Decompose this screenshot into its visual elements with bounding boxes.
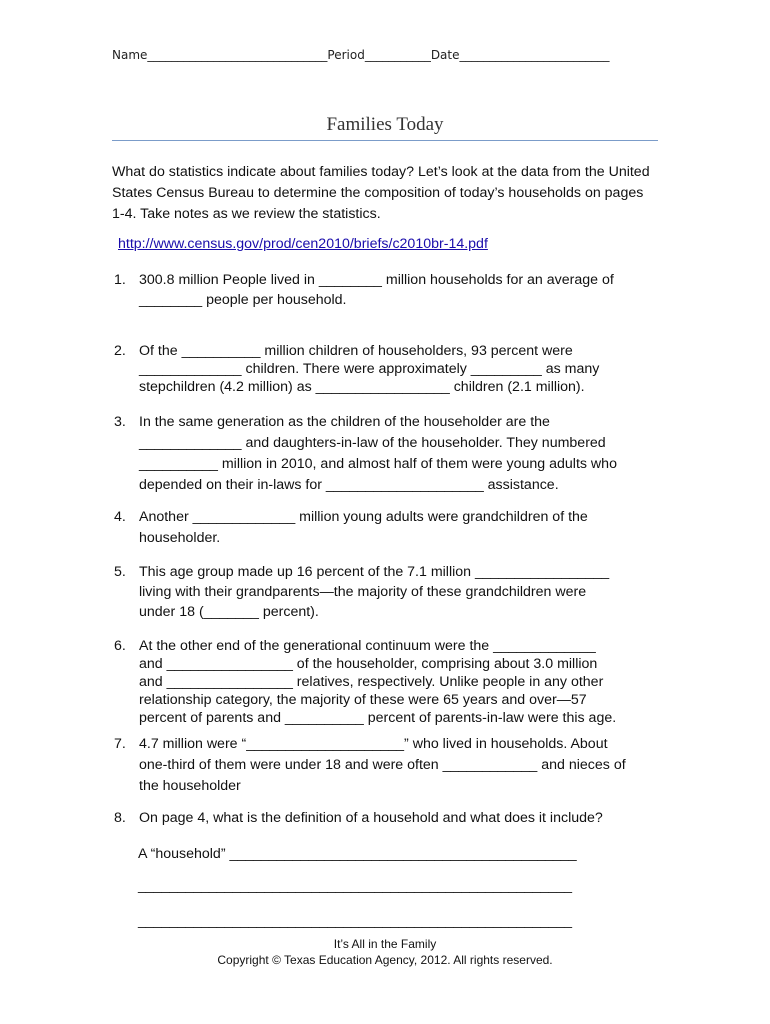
question-number: 1. (114, 272, 126, 288)
title-divider (112, 140, 658, 141)
question-number: 2. (114, 343, 126, 359)
question-line: This age group made up 16 percent of the 7.1 million _________________ (139, 564, 610, 580)
question-number: 4. (114, 509, 126, 525)
question-line: householder. (139, 530, 221, 546)
question-line: 4.7 million were “____________________” who lived in households. About (139, 736, 608, 752)
question-number: 5. (114, 564, 126, 580)
question-line: and ________________ relatives, respectively. Unlike people in any other (139, 674, 604, 690)
question-number: 6. (114, 638, 126, 654)
question-line: and ________________ of the householder, comprising about 3.0 million (139, 656, 598, 672)
question-line: ________ people per household. (139, 292, 347, 308)
question-line: Of the __________ million children of householders, 93 percent were (139, 343, 573, 359)
answer-line[interactable]: _______________________________________________________ (138, 878, 572, 894)
question-line: In the same generation as the children of the householder are the (139, 414, 550, 430)
census-link[interactable]: http://www.census.gov/prod/cen2010/briefs/c2010br-14.pdf (118, 236, 488, 252)
question-line: relationship category, the majority of these were 65 years and over—57 (139, 692, 587, 708)
question-line: Another _____________ million young adults were grandchildren of the (139, 509, 588, 525)
question-number: 7. (114, 736, 126, 752)
question-line: 300.8 million People lived in ________ million households for an average of (139, 272, 614, 288)
footer-copyright: Copyright © Texas Education Agency, 2012. All rights reserved. (217, 953, 553, 967)
footer-title: It’s All in the Family (333, 937, 437, 951)
question-line: _____________ children. There were approximately _________ as many (139, 361, 600, 377)
question-line: stepchildren (4.2 million) as _________________ children (2.1 million). (139, 379, 585, 395)
question-line: living with their grandparents—the majority of these grandchildren were (139, 584, 587, 600)
question-line: percent of parents and __________ percent of parents-in-law were this age. (139, 710, 617, 726)
question-line: At the other end of the generational continuum were the _____________ (139, 638, 596, 654)
question-line: depended on their in-laws for ____________________ assistance. (139, 477, 559, 493)
question-line: _____________ and daughters-in-law of the householder. They numbered (139, 435, 606, 451)
question-line: On page 4, what is the definition of a household and what does it include? (139, 810, 603, 826)
question-line: under 18 (_______ percent). (139, 604, 319, 620)
intro-paragraph: What do statistics indicate about families today? Let’s look at the data from the United States Census Bureau to determine the composition of today’s households on pages 1-4. Take notes as we review the statistics. (112, 164, 650, 222)
question-line: the householder (139, 778, 241, 794)
answer-line[interactable]: _______________________________________________________ (138, 913, 572, 929)
page-title: Families Today (326, 114, 444, 135)
question-number: 3. (114, 414, 126, 430)
question-line: __________ million in 2010, and almost half of them were young adults who (139, 456, 617, 472)
name-period-date-line: Name______________________________Period___________Date_________________________ (112, 48, 610, 62)
question-line: one-third of them were under 18 and were often ____________ and nieces of (139, 757, 626, 773)
question-number: 8. (114, 810, 126, 826)
household-answer-line[interactable]: A “household” ____________________________________________ (138, 846, 577, 862)
